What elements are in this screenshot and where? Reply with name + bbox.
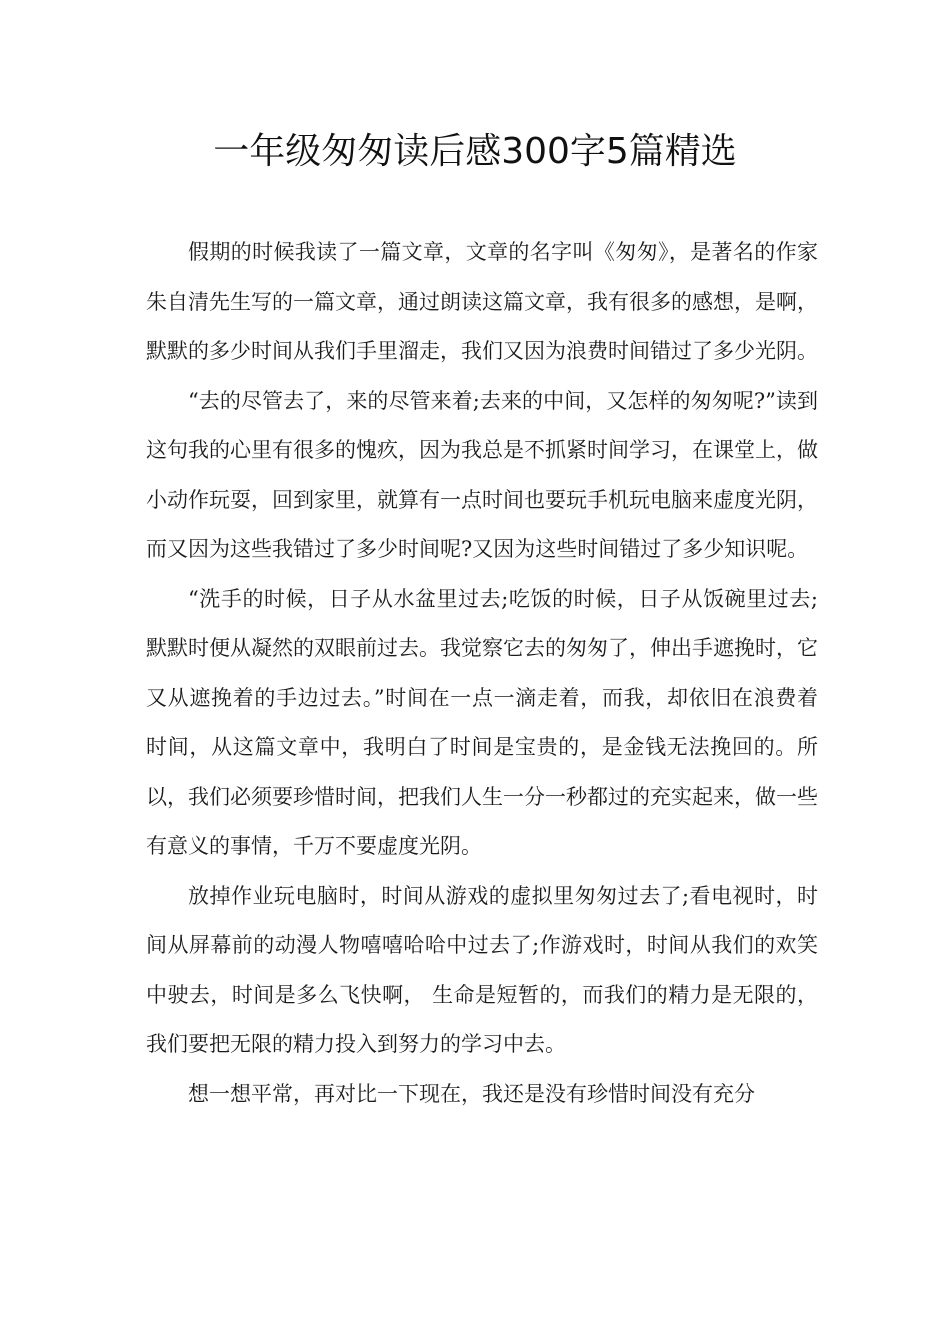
- document-title: 一年级匆匆读后感300字5篇精选: [213, 131, 737, 172]
- paragraph-5: 想一想平常，再对比一下现在，我还是没有珍惜时间没有充分: [188, 1081, 755, 1106]
- document-body: [146, 228, 818, 1119]
- paragraph-1: 假期的时候我读了一篇文章，文章的名字叫《匆匆》，是著名的作家朱自清先生写的一篇文章，通过朗读这篇文章，我有很多的感想，是啊，默默的多少时间从我们手里溜走，我们又因为浪费时间错过了多少光阴。: [146, 240, 818, 363]
- paragraph-3: “洗手的时候，日子从水盆里过去;吃饭的时候，日子从饭碗里过去;默默时便从凝然的双眼前过去。我觉察它去的匆匆了，伸出手遮挽时，它又从遮挽着的手边过去。”时间在一点一滴走着，而我，却依旧在浪费着时间，从这篇文章中，我明白了时间是宝贵的，是金钱无法挽回的。所以，我们必须要珍惜时间，把我们人生一分一秒都过的充实起来，做一些有意义的事情，千万不要虚度光阴。: [146, 586, 818, 858]
- paragraph-2: “去的尽管去了，来的尽管来着;去来的中间，又怎样的匆匆呢?”读到这句我的心里有很多的愧疚，因为我总是不抓紧时间学习，在课堂上，做小动作玩耍，回到家里，就算有一点时间也要玩手机玩电脑来虚度光阴，而又因为这些我错过了多少时间呢?又因为这些时间错过了多少知识呢。: [146, 388, 818, 561]
- paragraph-4: 放掉作业玩电脑时，时间从游戏的虚拟里匆匆过去了;看电视时，时间从屏幕前的动漫人物嘻嘻哈哈中过去了;作游戏时，时间从我们的欢笑中驶去，时间是多么飞快啊， 生命是短暂的，而我们的精力是无限的，我们要把无限的精力投入到努力的学习中去。: [146, 883, 818, 1056]
